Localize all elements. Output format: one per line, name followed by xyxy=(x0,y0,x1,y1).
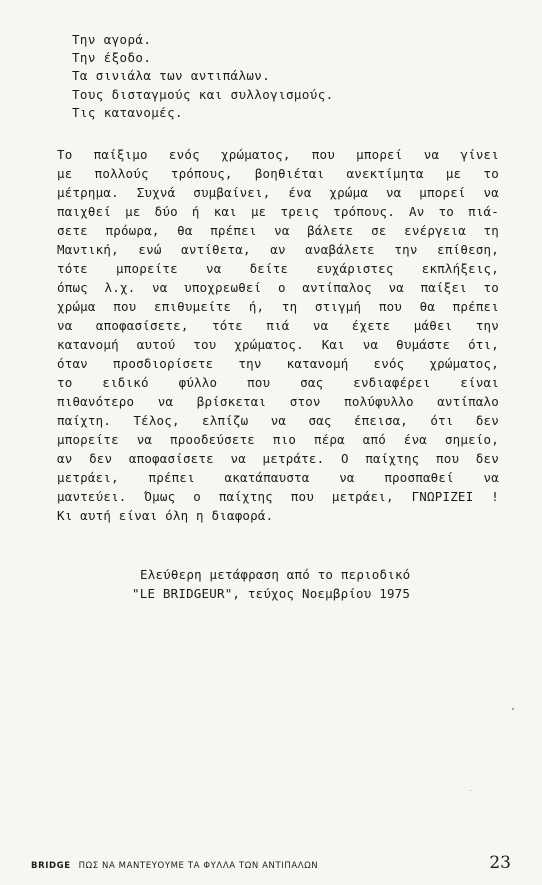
source-line: Ελεύθερη μετάφραση από το περιοδικό xyxy=(140,567,411,582)
text-line: τότε μπορείτε να δείτε ευχάριστες εκπλήξεις, xyxy=(57,261,499,276)
text-line: Κι αυτή είναι όλη η διαφορά. xyxy=(57,508,274,523)
list-item: Τα σινιάλα των αντιπάλων. xyxy=(72,68,271,84)
text-line: σετε πρόωρα, θα πρέπει να βάλετε σε ενέργεια τη xyxy=(57,223,499,238)
text-line: παίχτη. Τέλος, ελπίζω να σας έπεισα, ότι δεν xyxy=(57,413,499,428)
text-line: όπως λ.χ. να υποχρεωθεί ο αντίπαλος να παίξει το xyxy=(57,280,499,295)
source-line: "LE BRIDGEUR", τεύχος Νοεμβρίου 1975 xyxy=(132,586,411,601)
text-line: κατανομή αυτού του χρώματος. Και να θυμάστε ότι, xyxy=(57,337,499,352)
scan-speck xyxy=(512,708,514,710)
text-line: Το παίξιμο ενός χρώματος, που μπορεί να γίνει xyxy=(57,147,499,162)
text-line: μαντεύει. Όμως ο παίχτης που μετράει, ΓΝΩΡΙΖΕΙ ! xyxy=(57,489,499,504)
page-footer xyxy=(31,853,511,875)
list-item: Τους δισταγμούς και συλλογισμούς. xyxy=(72,86,334,102)
bullet-list xyxy=(72,31,334,122)
text-line: μπορείτε να προοδεύσετε πιο πέρα από ένα σημείο, xyxy=(57,432,499,447)
text-line: πιθανότερο να βρίσκεται στον πολύφυλλο αντίπαλο xyxy=(57,394,499,409)
text-line: με πολλούς τρόπους, βοηθιέται ανεκτίμητα με το xyxy=(57,166,499,181)
text-line: το ειδικό φύλλο που σας ενδιαφέρει είναι xyxy=(57,375,499,390)
footer-chapter-title: ΠΩΣ ΝΑ ΜΑΝΤΕΥΟΥΜΕ ΤΑ ΦΥΛΛΑ ΤΩΝ ΑΝΤΙΠΑΛΩΝ xyxy=(78,861,319,871)
text-line: αν δεν αποφασίσετε να μετράτε. Ο παίχτης που δεν xyxy=(57,451,499,466)
text-line: όταν προσδιορίσετε την κατανομή ενός χρώματος, xyxy=(57,356,499,371)
text-line: παιχθεί με δύο ή και με τρεις τρόπους. Αν το πιά- xyxy=(57,204,499,219)
text-line: μέτρημα. Συχνά συμβαίνει, ένα χρώμα να μπορεί να xyxy=(57,185,499,200)
running-footer-title xyxy=(31,861,318,871)
scan-speck xyxy=(470,790,471,791)
text-line: Μαντική, ενώ αντίθετα, αν αναβάλετε την επίθεση, xyxy=(57,242,499,257)
text-line: χρώμα που επιθυμείτε ή, τη στιγμή που θα πρέπει xyxy=(57,299,499,314)
list-item: Τις κατανομές. xyxy=(72,104,183,120)
text-line: μετράει, πρέπει ακατάπαυστα να προσπαθεί να xyxy=(57,470,499,485)
list-item: Την αγορά. xyxy=(72,32,152,47)
footer-brand: BRIDGE xyxy=(31,861,71,871)
text-line: να αποφασίσετε, τότε πιά να έχετε μάθει την xyxy=(57,318,499,333)
body-paragraph xyxy=(57,145,499,525)
source-attribution xyxy=(132,565,492,603)
page-number: 23 xyxy=(489,853,511,873)
list-item: Την έξοδο. xyxy=(72,50,152,66)
